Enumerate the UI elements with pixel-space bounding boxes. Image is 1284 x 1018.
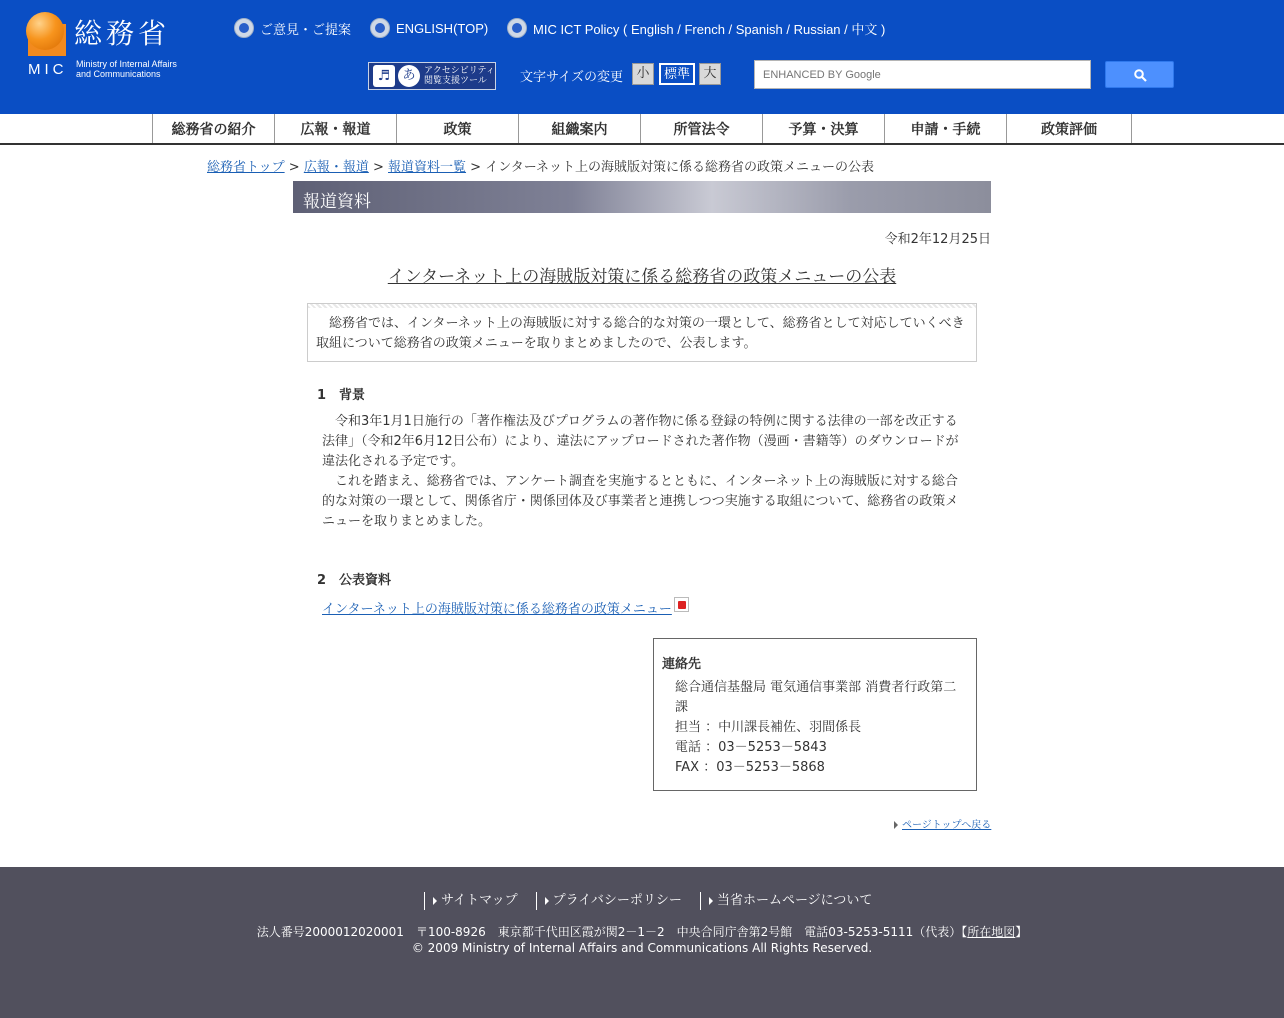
- page-heading: 報道資料: [303, 192, 371, 212]
- background-paragraph-1: 令和3年1月1日施行の「著作権法及びプログラムの著作物に係る登録の特例に関する法律の一部を改正する法律」（令和2年6月12日公布）により、違法にアップロードされた著作物（漫画・書籍等）のダウンロードが違法化される予定です。: [322, 414, 959, 469]
- contact-department: 総合通信基盤局 電気通信事業部 消費者行政第二課: [675, 680, 957, 715]
- font-size-large-button[interactable]: 大: [699, 63, 721, 85]
- footer-link-sitemap[interactable]: サイトマップ: [424, 892, 536, 910]
- section-heading-materials: 2 公表資料: [317, 573, 392, 588]
- nav-item-laws[interactable]: 所管法令: [641, 114, 763, 143]
- footer-address: 法人番号2000012020001 〒100-8926 東京都千代田区霞が関2－1－2 中央合同庁舎第2号館 電話03-5253-5111（代表）【所在地図】: [256, 925, 1028, 939]
- font-size-small-button[interactable]: 小: [632, 63, 654, 85]
- contact-person: 担当 ：中川課長補佐、羽間係長: [675, 720, 862, 735]
- site-header: [0, 0, 1284, 114]
- accessibility-tool-button[interactable]: ♬ あ アクセシビリティ 閲覧支援ツール: [368, 62, 496, 90]
- background-paragraph-2: これを踏まえ、総務省では、アンケート調査を実施するとともに、インターネット上の海賊版に対する総合的な対策の一環として、関係省庁・関係団体及び事業者と連携しつつ実施する取組について、総務省の政策メニューを取りまとめました。: [322, 474, 959, 529]
- nav-item-budget[interactable]: 予算・決算: [763, 114, 885, 143]
- nav-item-policy[interactable]: 政策: [397, 114, 519, 143]
- english-top-link[interactable]: ENGLISH(TOP): [370, 17, 488, 39]
- section-background-body: [322, 412, 967, 532]
- search-field[interactable]: [754, 60, 1091, 89]
- breadcrumb-current: インターネット上の海賊版対策に係る総務省の政策メニューの公表: [485, 160, 875, 175]
- arrow-right-icon: [545, 897, 549, 905]
- contact-phone: 電話 ：03－5253－5843: [675, 740, 827, 755]
- arrow-right-icon: [433, 897, 437, 905]
- breadcrumb-link-top[interactable]: 総務省トップ: [207, 160, 285, 175]
- radio-bullet-icon: [234, 18, 254, 38]
- breadcrumb-link-press[interactable]: 広報・報道: [303, 160, 369, 175]
- global-nav: [0, 114, 1284, 145]
- search-icon: [1134, 69, 1147, 82]
- speaker-icon: ♬: [373, 65, 395, 87]
- policy-menu-pdf-link[interactable]: インターネット上の海賊版対策に係る総務省の政策メニュー: [322, 602, 672, 617]
- contact-fax: FAX ：03－5253－5868: [675, 760, 825, 775]
- mic-logo[interactable]: [26, 12, 216, 82]
- logo-abbr: MIC: [28, 61, 68, 78]
- page-title: インターネット上の海賊版対策に係る総務省の政策メニューの公表: [387, 267, 897, 287]
- summary-box: 総務省では、インターネット上の海賊版に対する総合的な対策の一環として、総務省として対応していくべき取組について総務省の政策メニューを取りまとめましたので、公表します。: [307, 303, 977, 362]
- arrow-right-icon: [894, 821, 898, 829]
- logo-kanji: 総務省: [74, 17, 171, 50]
- release-date: 令和2年12月25日: [884, 232, 991, 247]
- site-footer: [0, 867, 1284, 1018]
- arrow-right-icon: [709, 897, 713, 905]
- search-input[interactable]: [755, 61, 1090, 88]
- page-top-link[interactable]: ページトップへ戻る: [894, 816, 991, 831]
- ict-policy-link[interactable]: MIC ICT Policy ( English / French / Spanish / Russian / 中文 ): [507, 17, 885, 39]
- breadcrumb: 総務省トップ > 広報・報道 > 報道資料一覧 > インターネット上の海賊版対策に係る総務省の政策メニューの公表: [207, 160, 875, 175]
- font-size-label: 文字サイズの変更: [520, 70, 623, 85]
- hiragana-a-icon: あ: [398, 65, 420, 87]
- radio-bullet-icon: [370, 18, 390, 38]
- footer-link-privacy[interactable]: プライバシーポリシー: [536, 892, 700, 910]
- font-size-standard-button[interactable]: 標準: [659, 63, 695, 85]
- logo-mark-icon: [26, 12, 66, 56]
- footer-link-about-site[interactable]: 当省ホームページについて: [700, 892, 890, 910]
- pdf-icon: [674, 597, 689, 612]
- opinion-link[interactable]: ご意見・ご提案: [234, 17, 351, 39]
- search-button[interactable]: [1105, 61, 1174, 88]
- nav-item-about[interactable]: 総務省の紹介: [153, 114, 275, 143]
- contact-heading: 連絡先: [662, 657, 702, 672]
- page-heading-bar: [293, 181, 991, 213]
- logo-subtitle: Ministry of Internal Affairs and Communications: [76, 59, 177, 79]
- footer-copyright: © 2009 Ministry of Internal Affairs and Communications All Rights Reserved.: [411, 941, 873, 955]
- contact-box: [653, 638, 977, 791]
- footer-map-link[interactable]: 所在地図: [967, 925, 1016, 939]
- nav-item-organization[interactable]: 組織案内: [519, 114, 641, 143]
- nav-item-press[interactable]: 広報・報道: [275, 114, 397, 143]
- nav-item-applications[interactable]: 申請・手続: [885, 114, 1007, 143]
- breadcrumb-link-press-list[interactable]: 報道資料一覧: [388, 160, 467, 175]
- nav-item-evaluation[interactable]: 政策評価: [1007, 114, 1132, 143]
- radio-bullet-icon: [507, 18, 527, 38]
- section-heading-background: 1 背景: [317, 388, 366, 403]
- footer-links: [424, 892, 890, 910]
